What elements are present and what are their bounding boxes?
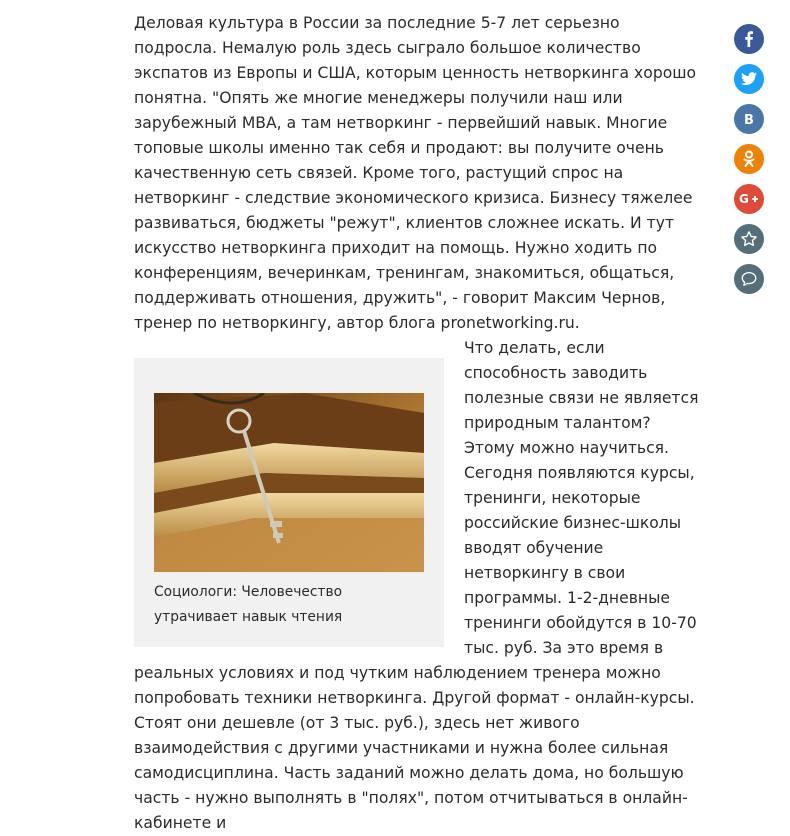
bookmark-button[interactable] <box>734 224 764 254</box>
star-icon <box>740 230 758 248</box>
vk-icon <box>741 111 757 127</box>
related-article-image[interactable] <box>154 393 424 572</box>
facebook-icon <box>741 31 757 47</box>
odnoklassniki-icon <box>742 150 756 168</box>
twitter-icon <box>741 72 757 86</box>
article-body <box>134 11 706 836</box>
vk-share-button[interactable] <box>734 104 764 134</box>
article-paragraph: Что делать, если способность заводить полезные связи не является природным талантом? Этому можно научиться. Сегодня появляются курсы, тренинги, некоторые российские бизнес-школы вводят обучение нетворкингу в свои программы. 1-2-дневные тренинги обойдутся в 10-70 тыс. руб. За это время в реальных условиях и под чутким наблюдением тренера можно попробовать техники нетворкинга. Другой формат - онлайн-курсы. Стоят они дешевле (от 3 тыс. руб.), здесь нет живого взаимодействия с другими участниками и нужна более сильная самодисциплина. Часть заданий можно делать дома, но большую часть - нужно выполнять в "полях", потом отчитываться в онлайн-кабинете и <box>134 339 699 832</box>
related-article-card[interactable] <box>134 358 444 647</box>
old-books-with-key-photo <box>154 393 424 572</box>
twitter-share-button[interactable] <box>734 64 764 94</box>
share-bar <box>734 24 764 304</box>
comments-button[interactable] <box>734 264 764 294</box>
related-article-caption[interactable]: Социологи: Человечество утрачивает навык чтения <box>154 584 343 625</box>
comment-icon <box>740 270 758 288</box>
odnoklassniki-share-button[interactable] <box>734 144 764 174</box>
google-plus-share-button[interactable] <box>734 184 764 214</box>
google-plus-icon <box>739 192 759 206</box>
article-paragraph: Деловая культура в России за последние 5-7 лет серьезно подросла. Немалую роль здесь сыграло большое количество экспатов из Европы и США, которым ценность нетворкинга хорошо понятна. "Опять же многие менеджеры получили наш или зарубежный MBA, а там нетворкинг - первейший навык. Многие топовые школы именно так себя и продают: вы получите очень качественную сеть связей. Кроме того, растущий спрос на нетворкинг - следствие экономического кризиса. Бизнесу тяжелее развиваться, бюджеты "режут", клиентов сложнее искать. И тут искусство нетворкинга приходит на помощь. Нужно ходить по конференциям, вечеринкам, тренингам, знакомиться, общаться, поддерживать отношения, дружить", - говорит Максим Чернов, тренер по нетворкингу, автор блога pronetworking.ru. <box>134 14 697 332</box>
facebook-share-button[interactable] <box>734 24 764 54</box>
svg-text:B: B <box>744 113 754 127</box>
svg-text:G: G <box>739 192 749 206</box>
